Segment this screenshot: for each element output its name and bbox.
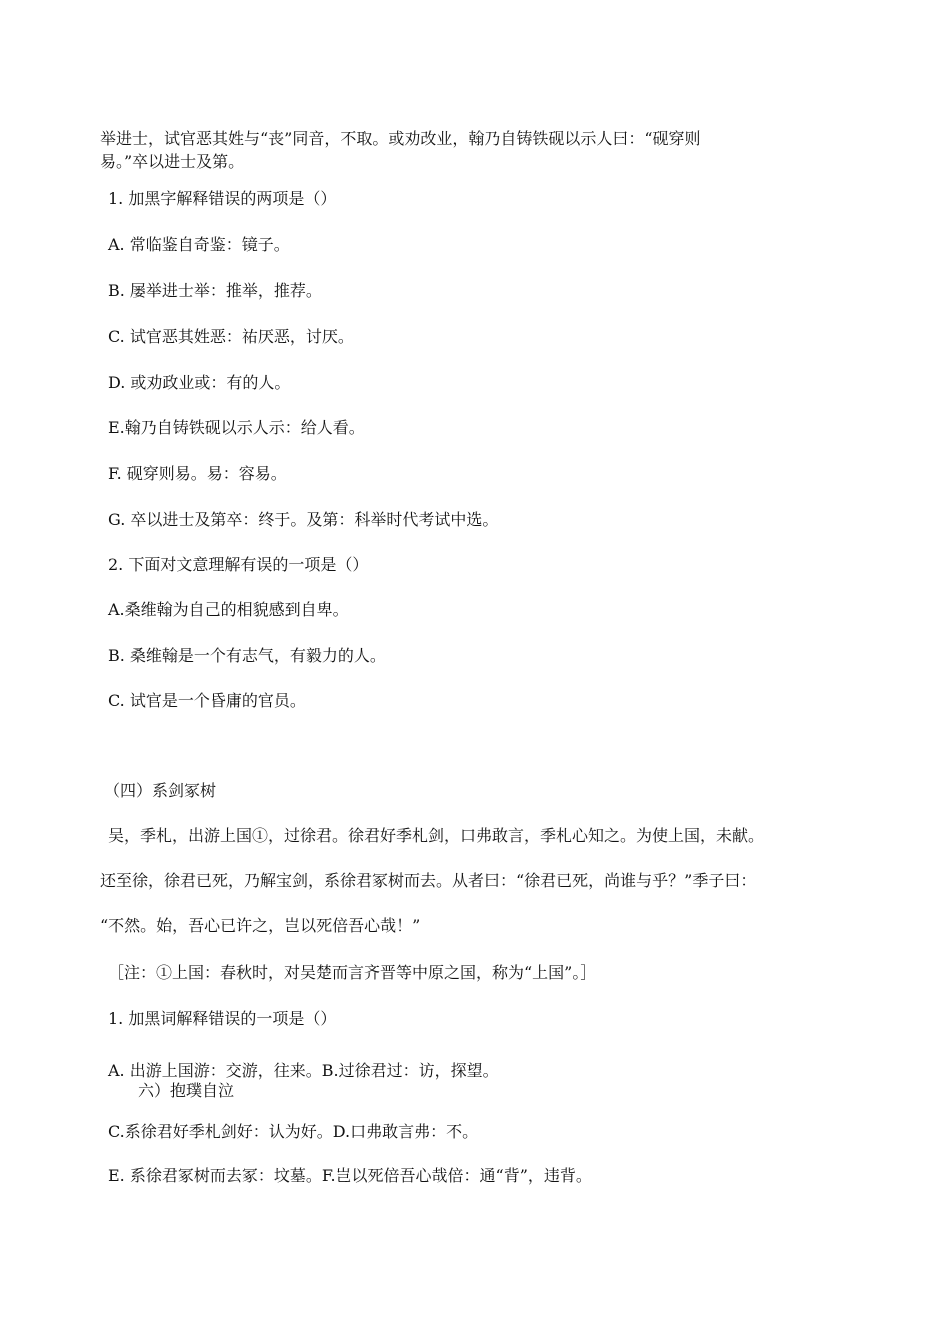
q2-option-c: C. 试官是一个昏庸的官员。 bbox=[108, 691, 306, 710]
question-1: 1. 加黑字解释错误的两项是（） bbox=[108, 189, 337, 208]
q3-option-ef: E. 系徐君冢树而去冢：坟墓。F.岂以死倍吾心哉倍：通“背”，违背。 bbox=[108, 1166, 592, 1185]
section-title: （四）系剑冢树 bbox=[104, 781, 217, 800]
option-a: A. 常临鉴自奇鉴：镜子。 bbox=[108, 235, 290, 254]
option-f: F. 砚穿则易。易：容易。 bbox=[108, 464, 287, 483]
option-d: D. 或劝政业或：有的人。 bbox=[108, 373, 291, 392]
question-3: 1. 加黑词解释错误的一项是（） bbox=[108, 1009, 337, 1028]
q3-option-ab: A. 出游上国游：交游，往来。B.过徐君过：访，探望。 bbox=[108, 1061, 499, 1080]
q2-option-b: B. 桑维翰是一个有志气，有毅力的人。 bbox=[108, 646, 386, 665]
text-line-2: 易。”卒以进士及第。 bbox=[100, 152, 245, 171]
passage-line-2: 还至徐，徐君已死，乃解宝剑，系徐君冢树而去。从者曰：“徐君已死，尚谁与乎？”季子曰： bbox=[100, 871, 757, 890]
annotation-note: ［注：①上国：春秋时，对吴楚而言齐晋等中原之国，称为“上国”。］ bbox=[108, 963, 597, 982]
option-b: B. 屡举进士举：推举，推荐。 bbox=[108, 281, 322, 300]
q2-option-a: A.桑维翰为自己的相貌感到自卑。 bbox=[108, 600, 349, 619]
option-e: E.翰乃自铸铁砚以示人示：给人看。 bbox=[108, 418, 365, 437]
question-2: 2. 下面对文意理解有误的一项是（） bbox=[108, 555, 369, 574]
passage-line-3: “不然。始，吾心已许之，岂以死倍吾心哉！” bbox=[100, 916, 421, 935]
text-line-1: 举进士，试官恶其姓与“丧”同音，不取。或劝改业，翰乃自铸铁砚以示人曰：“砚穿则 bbox=[100, 129, 701, 148]
overlay-heading: 六）抱璞自泣 bbox=[138, 1081, 235, 1100]
passage-line-1: 吴，季札，出游上国①，过徐君。徐君好季札剑，口弗敢言，季札心知之。为使上国，未献。 bbox=[108, 826, 765, 845]
option-g: G. 卒以进士及第卒：终于。及第：科举时代考试中选。 bbox=[108, 510, 499, 529]
option-c: C. 试官恶其姓恶：祐厌恶，讨厌。 bbox=[108, 327, 354, 346]
q3-option-cd: C.系徐君好季札剑好：认为好。D.口弗敢言弗：不。 bbox=[108, 1122, 479, 1141]
